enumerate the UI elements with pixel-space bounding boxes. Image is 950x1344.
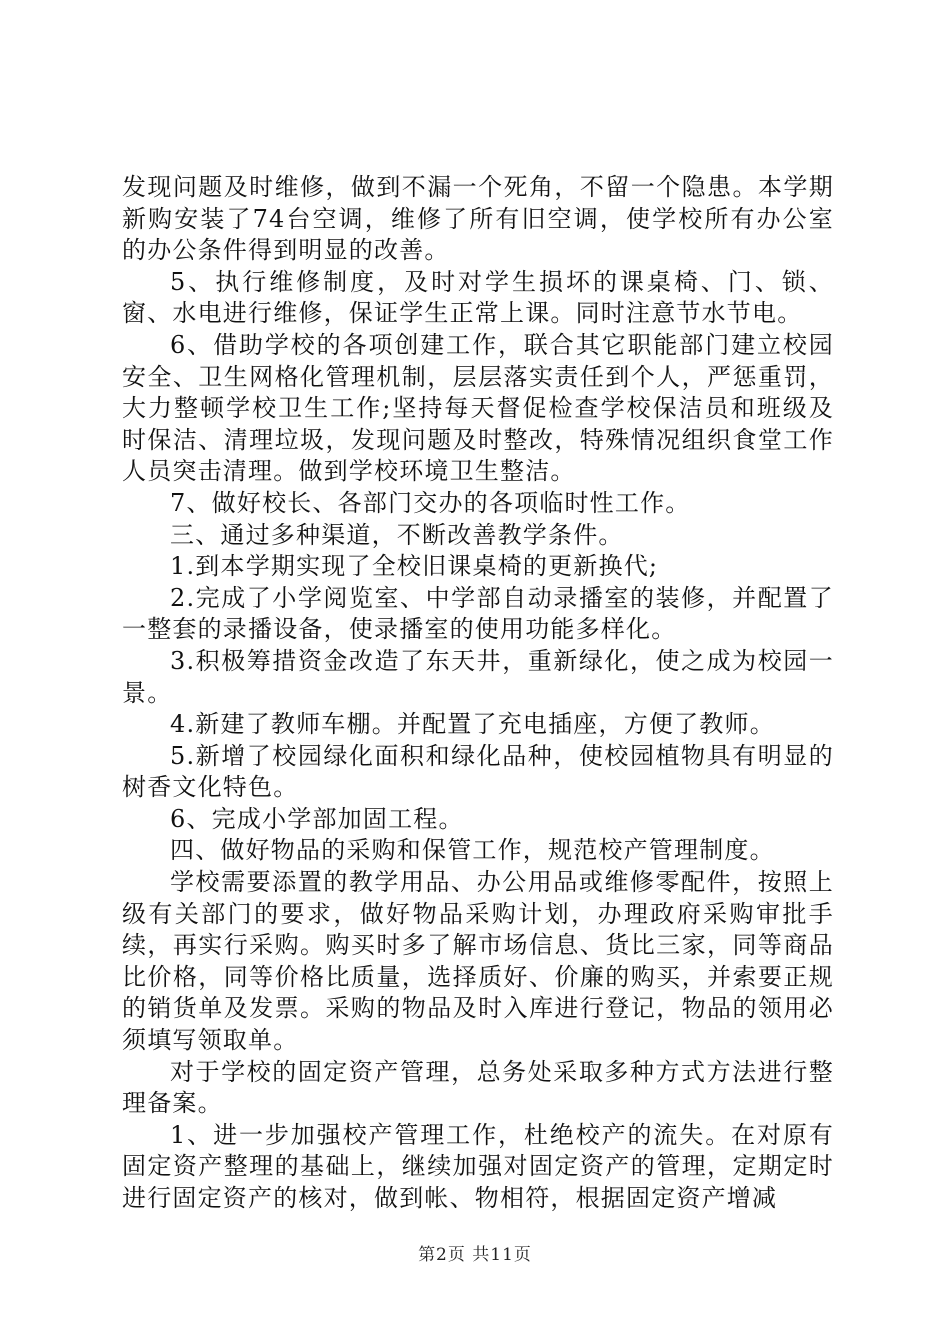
document-body [122,172,834,1215]
paragraph: 6、借助学校的各项创建工作，联合其它职能部门建立校园安全、卫生网格化管理机制，层层落实责任到个人，严惩重罚，大力整顿学校卫生工作;坚持每天督促检查学校保洁员和班级及时保洁、清理垃圾，发现问题及时整改，特殊情况组织食堂工作人员突击清理。做到学校环境卫生整洁。 [122,330,834,486]
paragraph: 学校需要添置的教学用品、办公用品或维修零配件，按照上级有关部门的要求，做好物品采购计划，办理政府采购审批手续，再实行采购。购买时多了解市场信息、货比三家，同等商品比价格，同等价格比质量，选择质好、价廉的购买，并索要正规的销货单及发票。采购的物品及时入库进行登记，物品的领用必须填写领取单。 [122,868,834,1055]
paragraph: 2.完成了小学阅览室、中学部自动录播室的装修，并配置了一整套的录播设备，使录播室的使用功能多样化。 [122,583,834,644]
paragraph: 对于学校的固定资产管理，总务处采取多种方式方法进行整理备案。 [122,1057,834,1118]
page-number-footer: 第2页 共11页 [418,1245,532,1265]
paragraph: 1、进一步加强校产管理工作，杜绝校产的流失。在对原有固定资产整理的基础上，继续加强对固定资产的管理，定期定时进行固定资产的核对，做到帐、物相符，根据固定资产增减 [122,1120,834,1212]
paragraph: 4.新建了教师车棚。并配置了充电插座，方便了教师。 [170,710,775,739]
paragraph: 3.积极筹措资金改造了东天井，重新绿化，使之成为校园一景。 [122,646,834,707]
paragraph: 5、执行维修制度，及时对学生损坏的课桌椅、门、锁、窗、水电进行维修，保证学生正常上课。同时注意节水节电。 [122,267,834,328]
paragraph: 发现问题及时维修，做到不漏一个死角，不留一个隐患。本学期新购安装了74台空调，维修了所有旧空调，使学校所有办公室的办公条件得到明显的改善。 [122,173,834,265]
section-heading: 三、通过多种渠道，不断改善教学条件。 [170,520,624,549]
paragraph: 6、完成小学部加固工程。 [170,804,464,833]
paragraph: 7、做好校长、各部门交办的各项临时性工作。 [170,488,691,517]
paragraph: 1.到本学期实现了全校旧课桌椅的更新换代; [170,552,659,581]
section-heading: 四、做好物品的采购和保管工作，规范校产管理制度。 [170,836,775,865]
paragraph: 5.新增了校园绿化面积和绿化品种，使校园植物具有明显的树香文化特色。 [122,741,834,802]
